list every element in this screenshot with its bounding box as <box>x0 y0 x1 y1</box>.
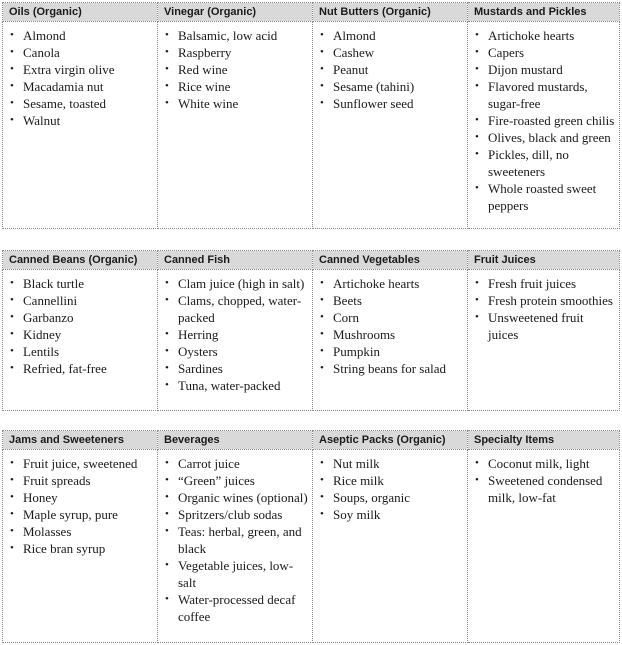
list-item: • Canola <box>9 44 153 61</box>
list-item: • Fruit spreads <box>9 472 153 489</box>
list-item: • Nut milk <box>319 455 463 472</box>
column-cell <box>3 22 158 229</box>
list-item: • Cannellini <box>9 292 153 309</box>
list-item: • Clams, chopped, water-packed <box>164 292 308 326</box>
list-item: • Vegetable juices, low-salt <box>164 557 308 591</box>
list-item: • Sardines <box>164 360 308 377</box>
column-cell <box>158 22 313 229</box>
table-header-row <box>3 3 620 22</box>
table-body-row <box>3 270 620 411</box>
column-header: Beverages <box>158 431 313 450</box>
item-list <box>158 450 312 629</box>
column-header: Canned Beans (Organic) <box>3 251 158 270</box>
column-header: Fruit Juices <box>468 251 620 270</box>
list-item: • Cashew <box>319 44 463 61</box>
list-item: • Teas: herbal, green, and black <box>164 523 308 557</box>
list-item: • Sesame, toasted <box>9 95 153 112</box>
list-item: • Soy milk <box>319 506 463 523</box>
list-item: • Rice bran syrup <box>9 540 153 557</box>
list-item: • String beans for salad <box>319 360 463 377</box>
list-item: • Maple syrup, pure <box>9 506 153 523</box>
column-header: Canned Vegetables <box>313 251 468 270</box>
column-cell <box>468 270 620 411</box>
list-item: • Oysters <box>164 343 308 360</box>
column-header: Oils (Organic) <box>3 3 158 22</box>
list-item: • Sweetened condensed milk, low-fat <box>474 472 615 506</box>
table-header-row <box>3 431 620 450</box>
column-header: Canned Fish <box>158 251 313 270</box>
list-item: • Walnut <box>9 112 153 129</box>
item-list <box>468 270 619 347</box>
item-list <box>158 22 312 116</box>
item-list <box>3 22 157 133</box>
table-header-row <box>3 251 620 270</box>
column-header: Jams and Sweeteners <box>3 431 158 450</box>
column-cell <box>158 270 313 411</box>
list-item: • Coconut milk, light <box>474 455 615 472</box>
column-cell <box>158 450 313 643</box>
list-item: • Organic wines (optional) <box>164 489 308 506</box>
list-item: • Spritzers/club sodas <box>164 506 308 523</box>
column-header: Vinegar (Organic) <box>158 3 313 22</box>
list-item: • Raspberry <box>164 44 308 61</box>
item-list <box>468 450 619 510</box>
list-item: • Beets <box>319 292 463 309</box>
list-item: • Sunflower seed <box>319 95 463 112</box>
column-cell <box>468 22 620 229</box>
list-item: • Sesame (tahini) <box>319 78 463 95</box>
list-item: • Herring <box>164 326 308 343</box>
item-list <box>3 270 157 381</box>
list-item: • Molasses <box>9 523 153 540</box>
list-item: • Rice milk <box>319 472 463 489</box>
list-item: • Dijon mustard <box>474 61 615 78</box>
pantry-table-1 <box>2 2 620 229</box>
column-cell <box>313 22 468 229</box>
list-item: • Whole roasted sweet peppers <box>474 180 615 214</box>
list-item: • Artichoke hearts <box>474 27 615 44</box>
item-list <box>3 450 157 561</box>
column-cell <box>3 450 158 643</box>
list-item: • White wine <box>164 95 308 112</box>
list-item: • Tuna, water-packed <box>164 377 308 394</box>
list-item: • Fire-roasted green chilis <box>474 112 615 129</box>
list-item: • Artichoke hearts <box>319 275 463 292</box>
list-item: • Refried, fat-free <box>9 360 153 377</box>
column-header: Aseptic Packs (Organic) <box>313 431 468 450</box>
list-item: • Balsamic, low acid <box>164 27 308 44</box>
column-header: Nut Butters (Organic) <box>313 3 468 22</box>
list-item: • Lentils <box>9 343 153 360</box>
pantry-table-2 <box>2 250 620 411</box>
pantry-table-3 <box>2 430 620 643</box>
item-list <box>313 22 467 116</box>
list-item: • Fresh fruit juices <box>474 275 615 292</box>
item-list <box>313 270 467 381</box>
list-item: • Black turtle <box>9 275 153 292</box>
list-item: • Almond <box>319 27 463 44</box>
column-cell <box>3 270 158 411</box>
list-item: • Red wine <box>164 61 308 78</box>
item-list <box>313 450 467 527</box>
column-cell <box>313 270 468 411</box>
list-item: • Rice wine <box>164 78 308 95</box>
list-item: • Honey <box>9 489 153 506</box>
list-item: • Corn <box>319 309 463 326</box>
column-header: Specialty Items <box>468 431 620 450</box>
list-item: • “Green” juices <box>164 472 308 489</box>
list-item: • Soups, organic <box>319 489 463 506</box>
list-item: • Capers <box>474 44 615 61</box>
list-item: • Carrot juice <box>164 455 308 472</box>
list-item: • Unsweetened fruit juices <box>474 309 615 343</box>
list-item: • Fresh protein smoothies <box>474 292 615 309</box>
list-item: • Fruit juice, sweetened <box>9 455 153 472</box>
list-item: • Macadamia nut <box>9 78 153 95</box>
list-item: • Almond <box>9 27 153 44</box>
list-item: • Extra virgin olive <box>9 61 153 78</box>
column-cell <box>313 450 468 643</box>
list-item: • Pumpkin <box>319 343 463 360</box>
list-item: • Olives, black and green <box>474 129 615 146</box>
item-list <box>468 22 619 218</box>
list-item: • Garbanzo <box>9 309 153 326</box>
column-cell <box>468 450 620 643</box>
list-item: • Clam juice (high in salt) <box>164 275 308 292</box>
table-body-row <box>3 22 620 229</box>
list-item: • Peanut <box>319 61 463 78</box>
list-item: • Kidney <box>9 326 153 343</box>
column-header: Mustards and Pickles <box>468 3 620 22</box>
list-item: • Pickles, dill, no sweeteners <box>474 146 615 180</box>
table-body-row <box>3 450 620 643</box>
list-item: • Flavored mustards, sugar-free <box>474 78 615 112</box>
list-item: • Water-processed decaf coffee <box>164 591 308 625</box>
list-item: • Mushrooms <box>319 326 463 343</box>
item-list <box>158 270 312 398</box>
